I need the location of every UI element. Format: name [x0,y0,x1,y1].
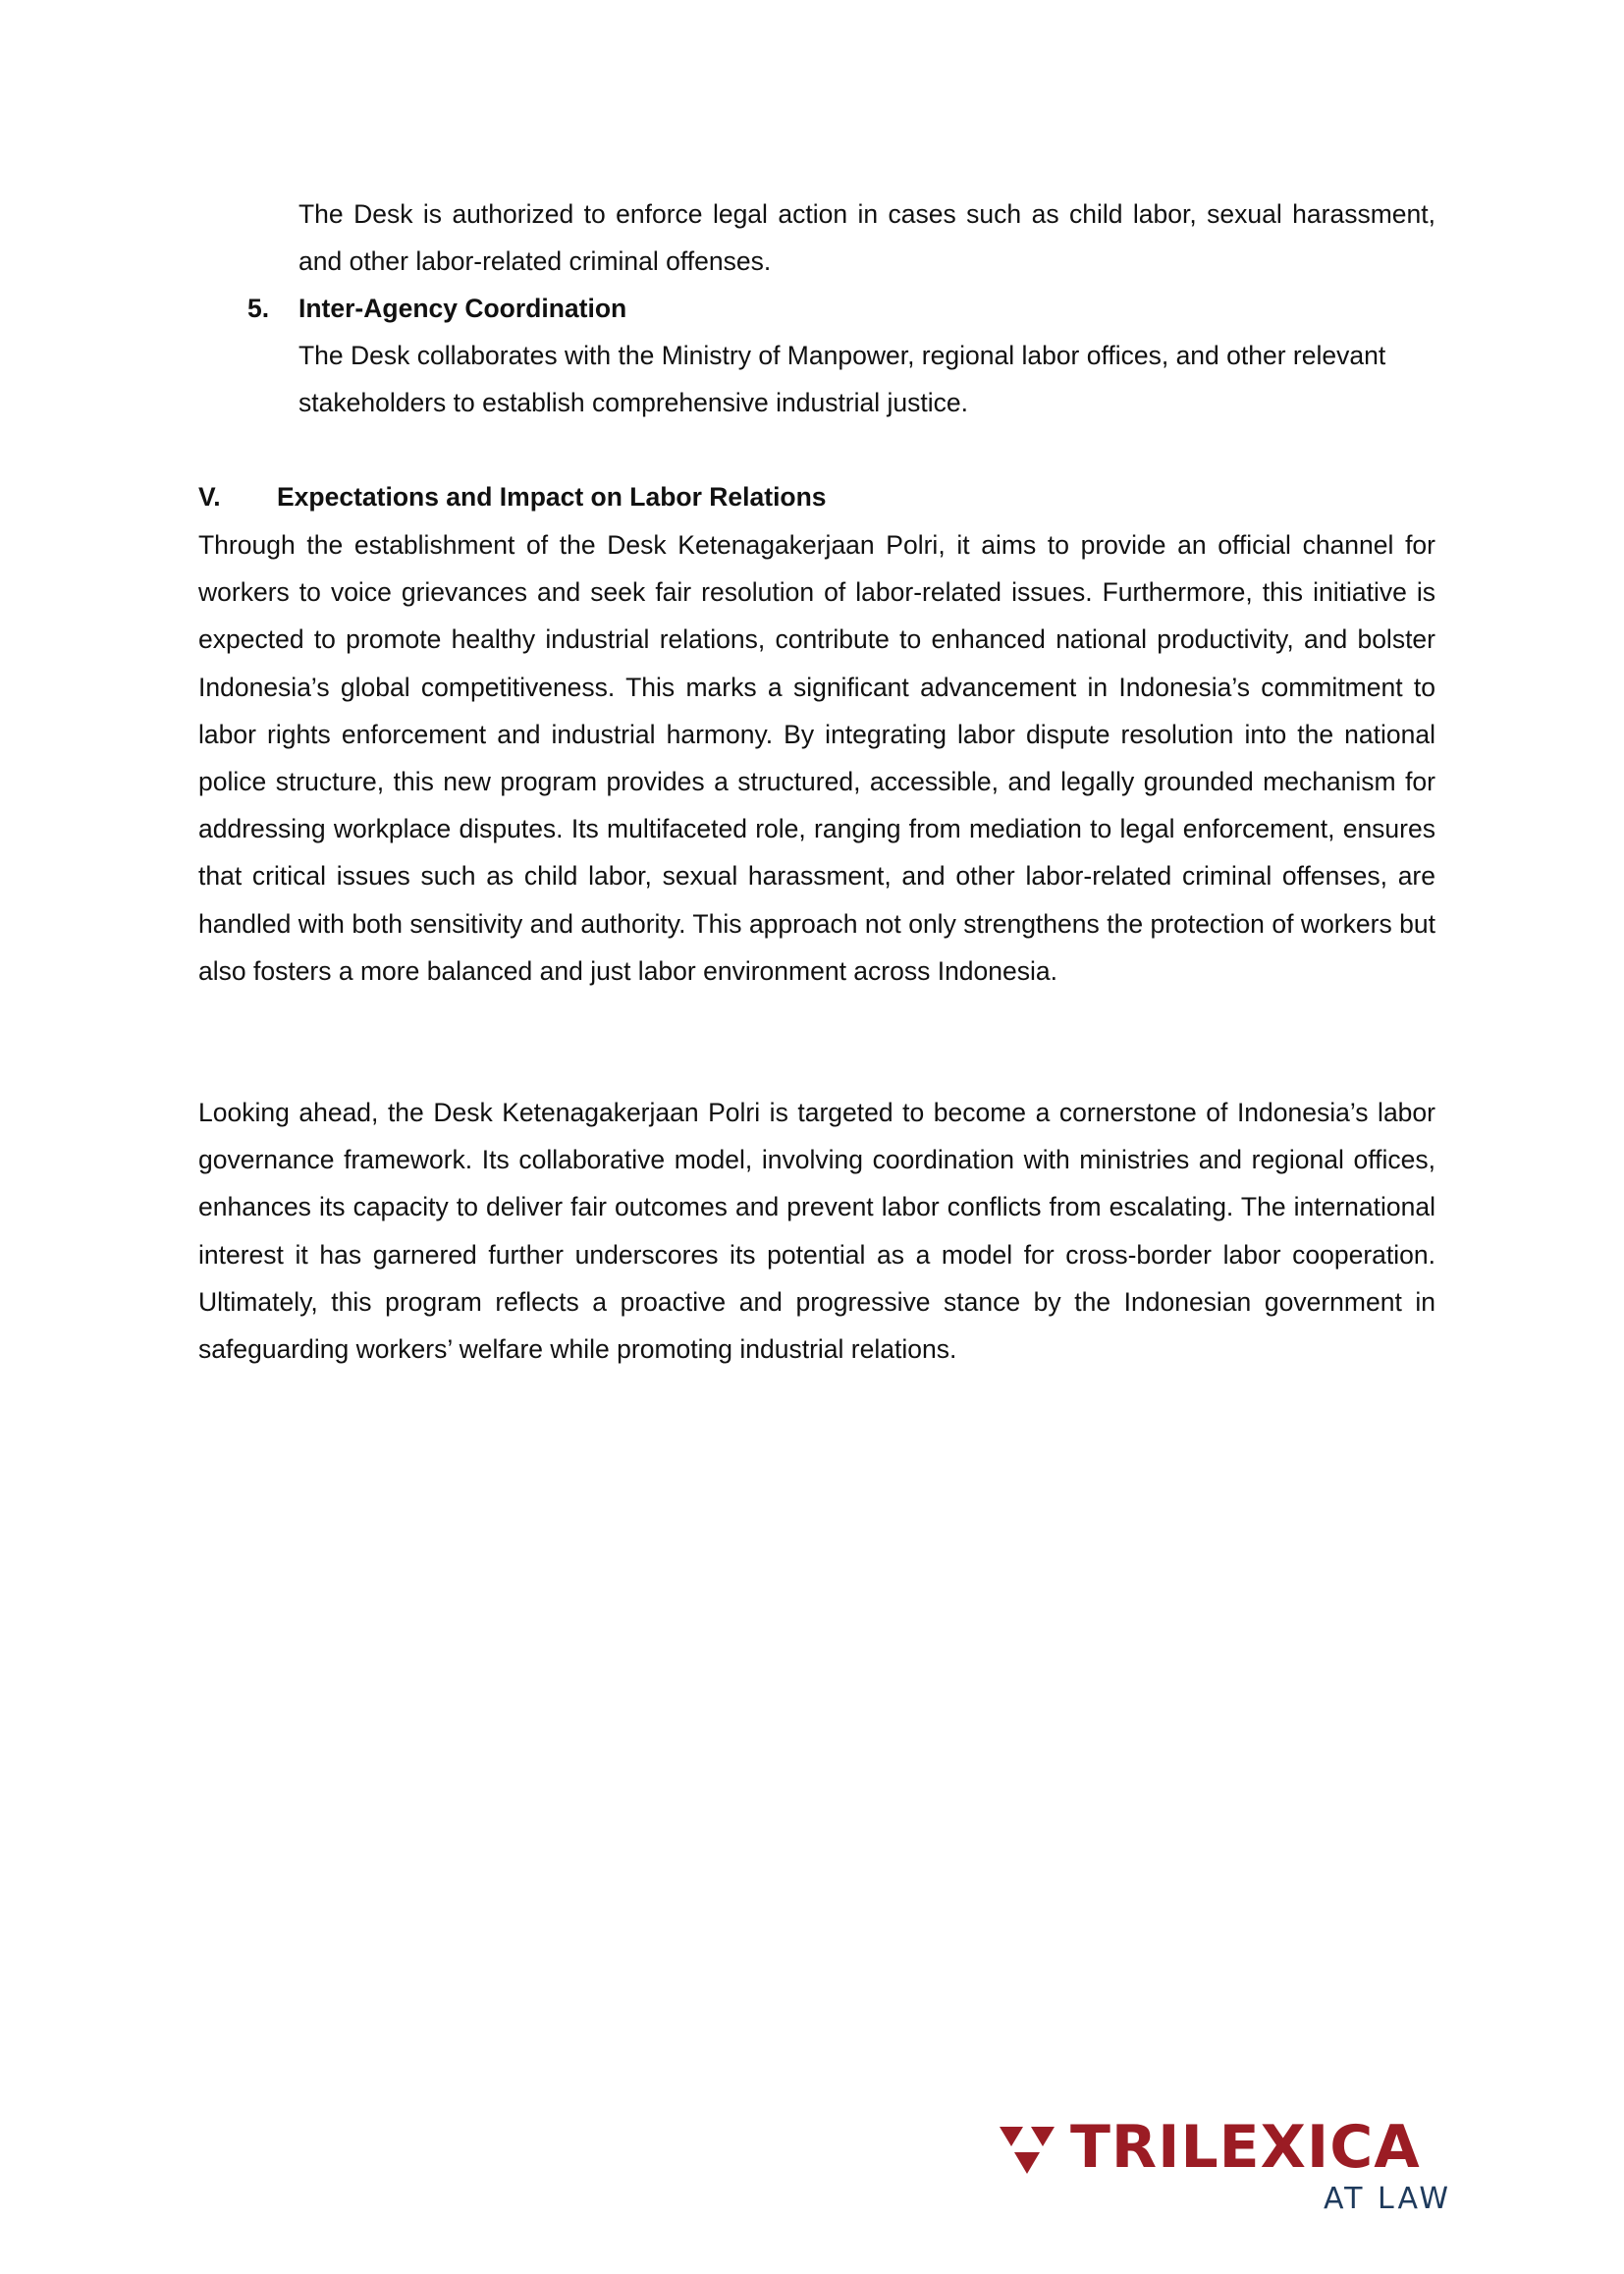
logo-subtitle: AT LAW [1323,2182,1451,2216]
logo-name: TRILEXICA [1070,2113,1421,2182]
body-paragraph-2: Looking ahead, the Desk Ketenagakerjaan Polri is targeted to become a cornerstone of Indonesia’s labor governance framework. Its collaborative model, involving coordination with ministries and regional offices, enhances its capacity to deliver fair outcomes and prevent labor conflicts from escalating. The international interest it has garnered further underscores its potential as a model for cross-border labor cooperation. Ultimately, this program reflects a proactive and progressive stance by the Indonesian government in safeguarding workers’ welfare while promoting industrial relations. [198,1098,1435,1365]
list-item-title: Inter-Agency Coordination [298,294,627,323]
trilexica-triangle-mark-icon [1000,2125,1055,2176]
section-number: V. [198,482,221,512]
trilexica-logo [1000,2113,1451,2217]
continued-paragraph: The Desk is authorized to enforce legal action in cases such as child labor, sexual harassment, and other labor-related criminal offenses. [298,199,1435,277]
section-title: Expectations and Impact on Labor Relations [277,482,827,512]
list-item-number: 5. [247,294,270,323]
body-paragraph-1: Through the establishment of the Desk Ketenagakerjaan Polri, it aims to provide an official channel for workers to voice grievances and seek fair resolution of labor-related issues. Furthermore, this initiative is expected to promote healthy industrial relations, contribute to enhanced national productivity, and bolster Indonesia’s global competitiveness. This marks a significant advancement in Indonesia’s commitment to labor rights enforcement and industrial harmony. By integrating labor dispute resolution into the national police structure, this new program provides a structured, accessible, and legally grounded mechanism for addressing workplace disputes. Its multifaceted role, ranging from mediation to legal enforcement, ensures that critical issues such as child labor, sexual harassment, and other labor-related criminal offenses, are handled with both sensitivity and authority. This approach not only strengthens the protection of workers but also fosters a more balanced and just labor environment across Indonesia. [198,530,1435,986]
list-item-body: The Desk collaborates with the Ministry of Manpower, regional labor offices, and other relevant stakeholders to establish comprehensive industrial justice. [298,341,1386,418]
